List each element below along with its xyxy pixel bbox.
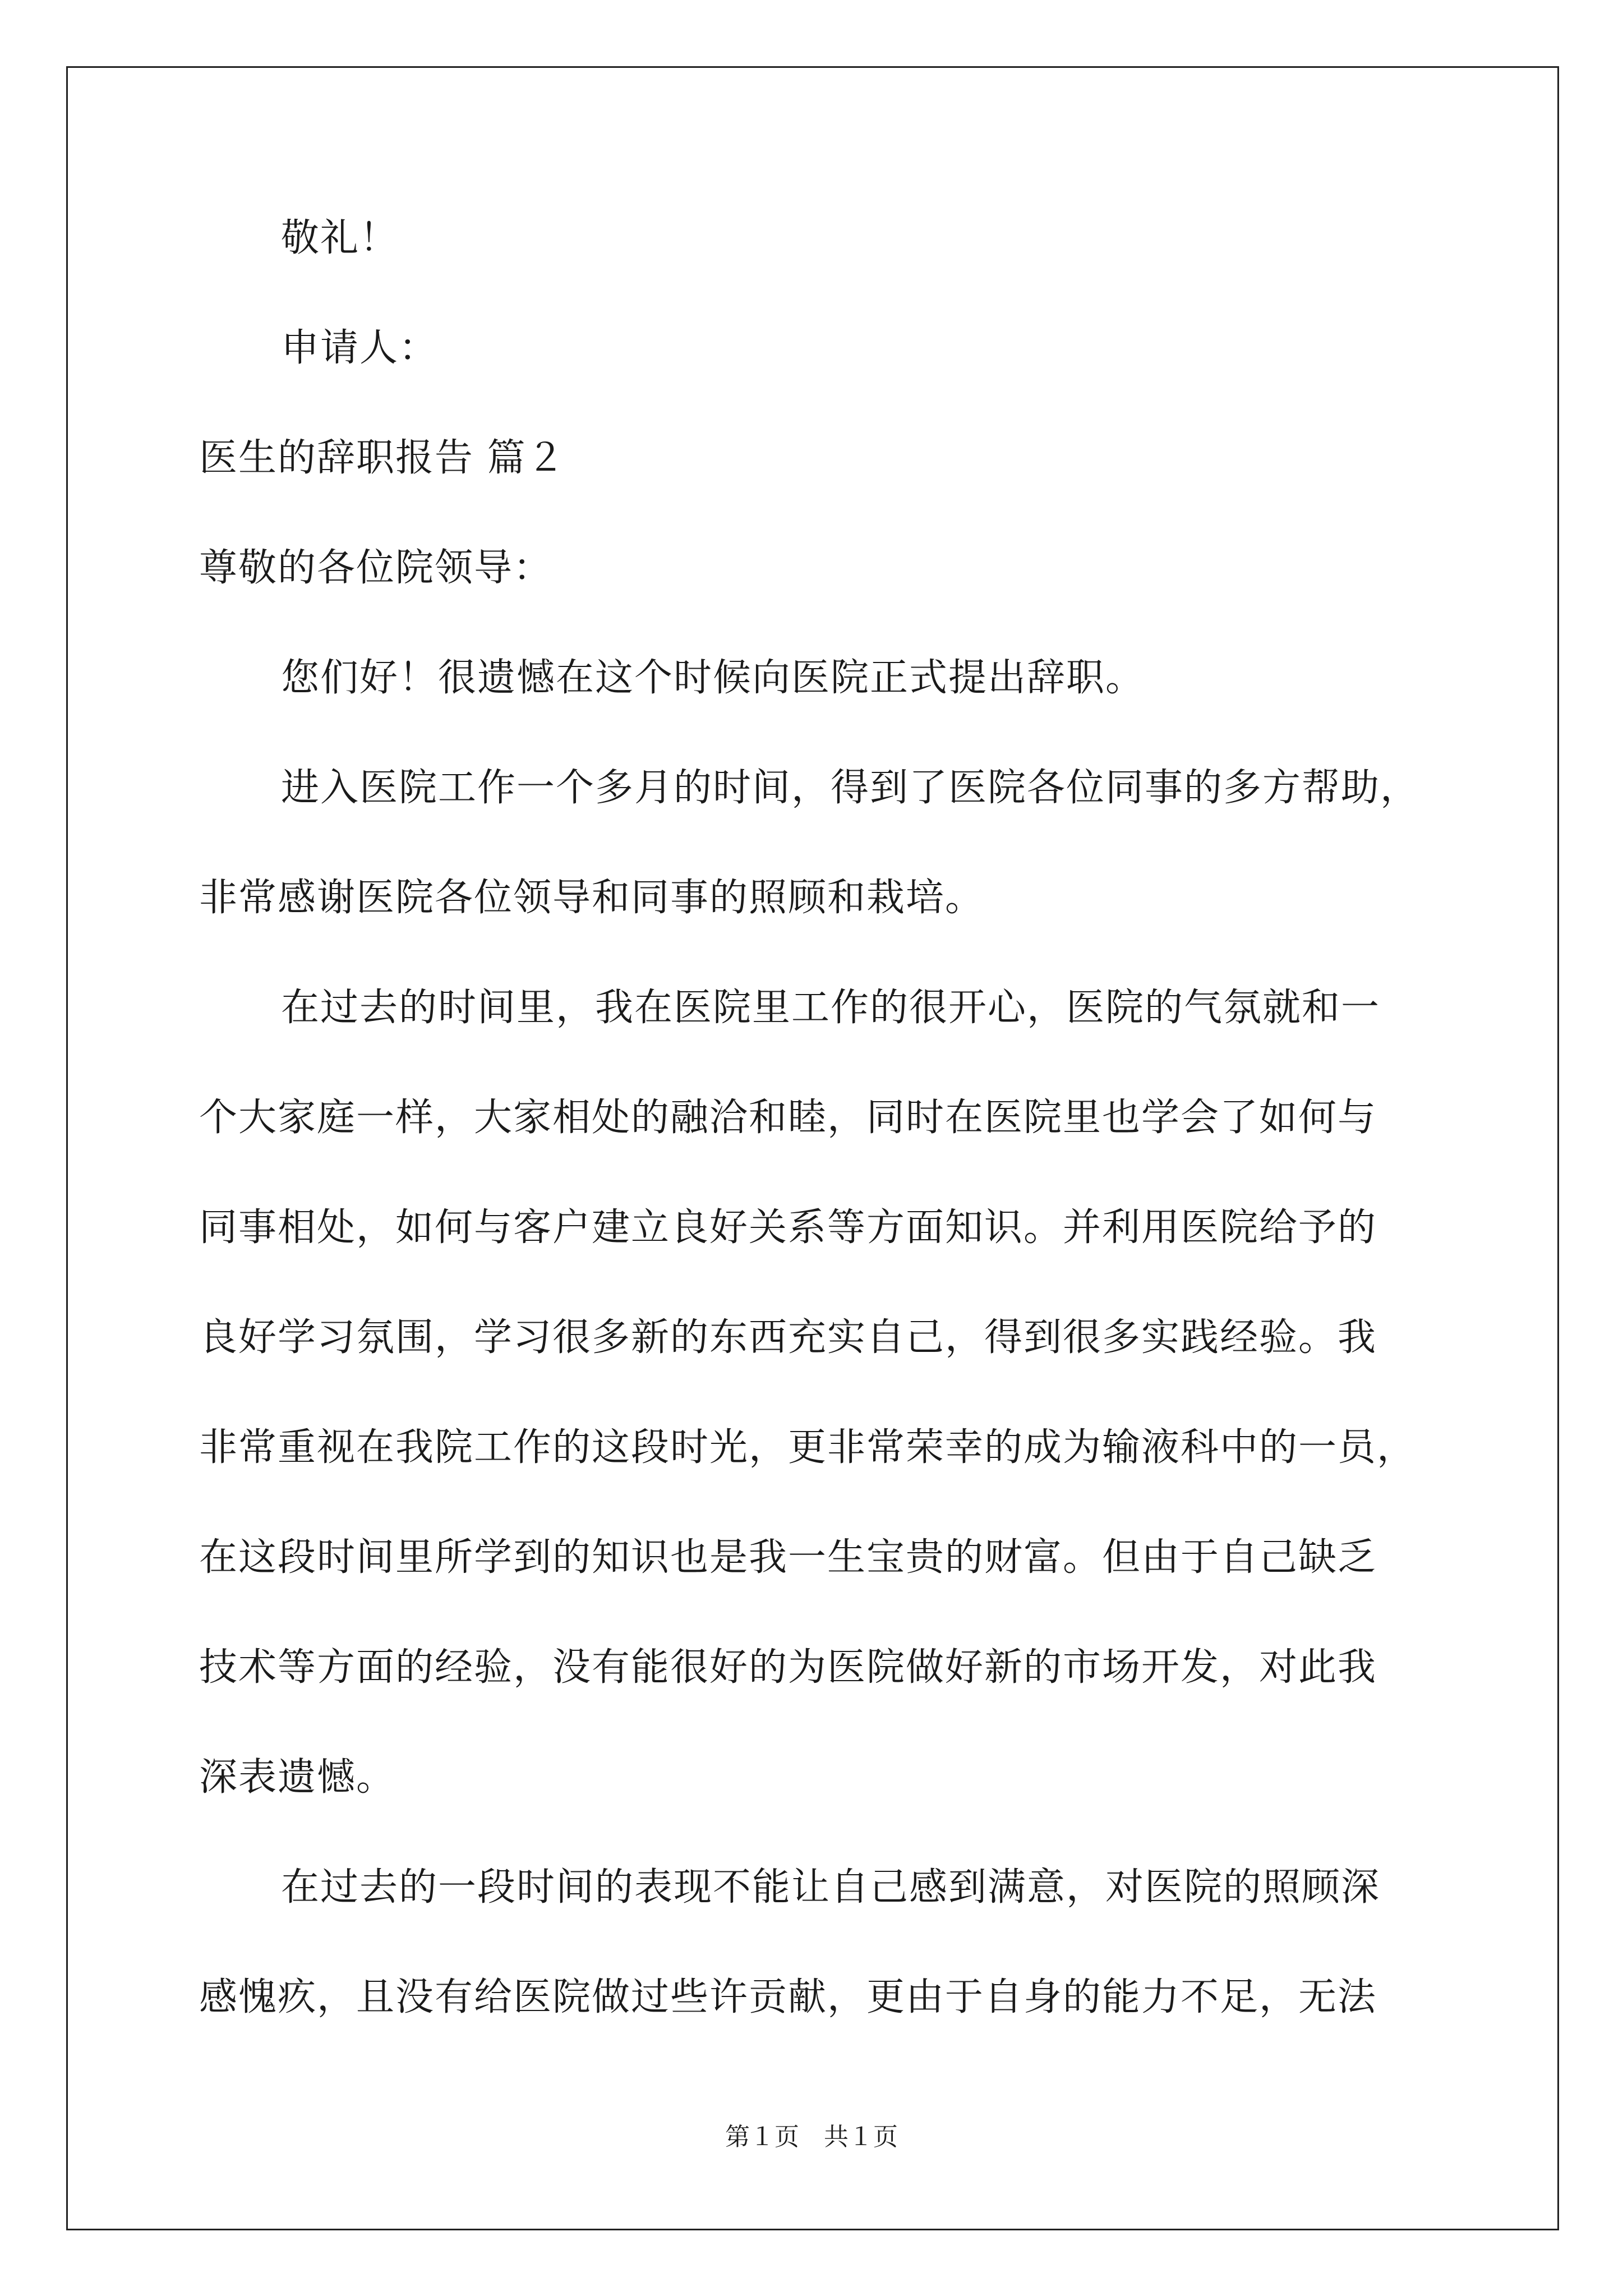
paragraph-line: 您们好！很遗憾在这个时候向医院正式提出辞职。 <box>281 656 1145 700</box>
paragraph-line: 深表遗憾。 <box>199 1755 396 1800</box>
paragraph-line: 感愧疚，且没有给医院做过些许贡献，更由于自身的能力不足，无法 <box>199 1975 1377 2019</box>
paragraph-line: 在这段时间里所学到的知识也是我一生宝贵的财富。但由于自己缺乏 <box>199 1535 1377 1580</box>
applicant-label: 申请人： <box>281 326 439 370</box>
paragraph-line: 同事相处，如何与客户建立良好关系等方面知识。并利用医院给予的 <box>199 1205 1377 1250</box>
paragraph-line: 非常感谢医院各位领导和同事的照顾和栽培。 <box>199 876 985 920</box>
paragraph-line: 在过去的一段时间的表现不能让自己感到满意，对医院的照顾深 <box>281 1865 1381 1910</box>
page-number-footer: 第１页 共１页 <box>725 2123 898 2151</box>
paragraph-line: 非常重视在我院工作的这段时光，更非常荣幸的成为输液科中的一员， <box>199 1425 1417 1470</box>
section-heading: 医生的辞职报告 篇２ <box>199 436 566 480</box>
paragraph-line: 个大家庭一样，大家相处的融洽和睦，同时在医院里也学会了如何与 <box>199 1096 1377 1140</box>
closing-salutation: 敬礼！ <box>281 216 399 260</box>
paragraph-line: 在过去的时间里，我在医院里工作的很开心，医院的气氛就和一 <box>281 986 1381 1030</box>
greeting: 尊敬的各位院领导： <box>199 546 553 590</box>
paragraph-line: 良好学习氛围，学习很多新的东西充实自己，得到很多实践经验。我 <box>199 1315 1377 1360</box>
paragraph-line: 进入医院工作一个多月的时间，得到了医院各位同事的多方帮助， <box>281 766 1420 810</box>
paragraph-line: 技术等方面的经验，没有能很好的为医院做好新的市场开发，对此我 <box>199 1645 1377 1690</box>
